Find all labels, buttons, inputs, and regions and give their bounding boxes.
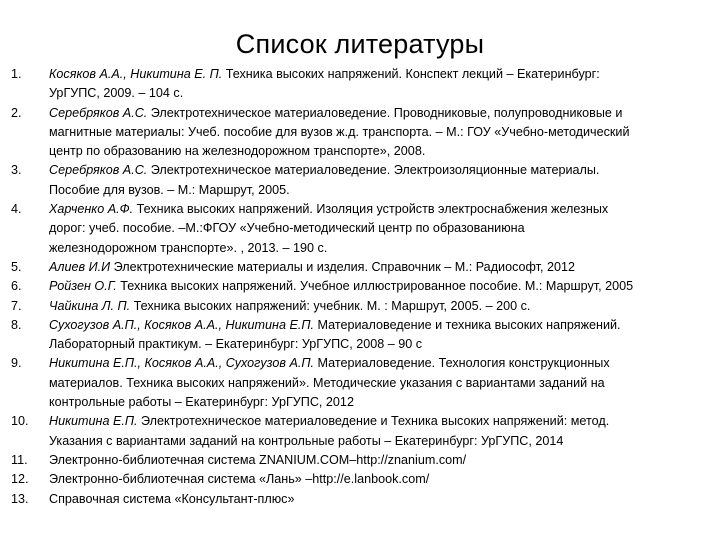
- reference-author: Никитина Е.П.: [49, 414, 138, 429]
- reference-line: центр по образованию на железнодорожном транспорте», 2008.: [49, 144, 426, 159]
- reference-number: 10.: [11, 414, 29, 429]
- reference-item-3: [0, 161, 720, 200]
- reference-author: Серебряков А.С.: [49, 163, 148, 178]
- reference-line: Пособие для вузов. – М.: Маршрут, 2005.: [49, 182, 290, 197]
- reference-text: Техника высоких напряжений. Учебное иллюстрированное пособие. М.: Маршрут, 2005: [116, 279, 634, 294]
- reference-line: материалов. Техника высоких напряжений». Методические указания с вариантами заданий на: [49, 375, 605, 390]
- reference-list: [0, 65, 720, 509]
- reference-line: Электронно-библиотечная система «Лань» –http://e.lanbook.com/: [49, 472, 430, 487]
- reference-author: Серебряков А.С.: [49, 105, 148, 120]
- reference-number: 4.: [11, 202, 22, 217]
- reference-author: Ройзен О.Г.: [49, 279, 117, 294]
- reference-line: магнитные материалы: Учеб. пособие для вузов ж.д. транспорта. – М.: ГОУ «Учебно-методический: [49, 124, 630, 139]
- reference-line: Лабораторный практикум. – Екатеринбург: УрГУПС, 2008 – 90 с: [49, 337, 423, 352]
- reference-line: Указания с вариантами заданий на контрольные работы – Екатеринбург: УрГУПС, 2014: [49, 433, 564, 448]
- reference-item-2: [0, 104, 720, 162]
- reference-author: Косяков А.А., Никитина Е. П.: [49, 67, 223, 81]
- reference-text: Электротехническое материаловедение. Проводниковые, полупроводниковые и: [147, 105, 623, 120]
- reference-line: контрольные работы – Екатеринбург: УрГУПС, 2012: [49, 395, 354, 410]
- reference-text: Техника высоких напряжений. Изоляция устройств электроснабжения железных: [133, 202, 609, 217]
- reference-text: Электротехническое материаловедение и Техника высоких напряжений: метод.: [137, 414, 610, 429]
- reference-item-5: [0, 258, 720, 277]
- reference-line: [49, 200, 708, 219]
- reference-item-4: [0, 200, 720, 258]
- reference-item-6: [0, 277, 720, 296]
- reference-line: [49, 258, 708, 277]
- reference-author: Чайкина Л. П.: [49, 298, 131, 313]
- reference-item-13: [0, 490, 720, 509]
- reference-item-11: [0, 451, 720, 470]
- reference-line: железнодорожном транспорте». , 2013. – 190 с.: [49, 240, 328, 255]
- reference-item-7: [0, 297, 720, 316]
- reference-line: [49, 65, 708, 84]
- reference-number: 7.: [11, 298, 22, 313]
- reference-number: 6.: [11, 279, 22, 294]
- reference-number: 5.: [11, 259, 22, 274]
- reference-number: 13.: [11, 491, 29, 506]
- reference-line: [49, 354, 708, 373]
- reference-author: Алиев И.И: [49, 259, 111, 274]
- reference-text: Электротехническое материаловедение. Электроизоляционные материалы.: [147, 163, 600, 178]
- reference-number: 3.: [11, 163, 22, 178]
- reference-number: 1.: [11, 67, 22, 81]
- reference-line: [49, 316, 708, 335]
- reference-text: Техника высоких напряжений: учебник. М. : Маршрут, 2005. – 200 с.: [130, 298, 531, 313]
- reference-text: Электротехнические материалы и изделия. Справочник – М.: Радиософт, 2012: [110, 259, 575, 274]
- reference-item-8: [0, 316, 720, 355]
- reference-number: 11.: [11, 452, 28, 467]
- reference-number: 2.: [11, 105, 22, 120]
- reference-author: Никитина Е.П., Косяков А.А., Сухогузов А.П.: [49, 356, 314, 371]
- reference-line: [49, 412, 708, 431]
- reference-line: [49, 161, 708, 180]
- reference-line: [49, 297, 708, 316]
- reference-item-10: [0, 412, 720, 451]
- reference-line: Электронно-библиотечная система ZNANIUM.COM–http://znanium.com/: [49, 452, 467, 467]
- reference-line: [49, 104, 708, 123]
- reference-number: 12.: [11, 472, 29, 487]
- reference-line: УрГУПС, 2009. – 104 с.: [49, 86, 184, 101]
- reference-author: Харченко А.Ф.: [49, 202, 134, 217]
- reference-line: дорог: учеб. пособие. –М.:ФГОУ «Учебно-методический центр по образованиюна: [49, 221, 525, 236]
- reference-item-9: [0, 354, 720, 412]
- reference-text: Материаловедение и техника высоких напряжений.: [314, 317, 621, 332]
- reference-line: [49, 277, 708, 296]
- reference-text: Материаловедение. Технология конструкционных: [314, 356, 610, 371]
- reference-line: Справочная система «Консультант-плюс»: [49, 491, 295, 506]
- reference-item-1: [0, 65, 720, 104]
- reference-author: Сухогузов А.П., Косяков А.А., Никитина Е.П.: [49, 317, 314, 332]
- reference-number: 8.: [11, 317, 22, 332]
- reference-number: 9.: [11, 356, 22, 371]
- reference-item-12: [0, 470, 720, 489]
- reference-text: Техника высоких напряжений. Конспект лекций – Екатеринбург:: [222, 67, 600, 81]
- page-title: Список литературы: [235, 29, 485, 59]
